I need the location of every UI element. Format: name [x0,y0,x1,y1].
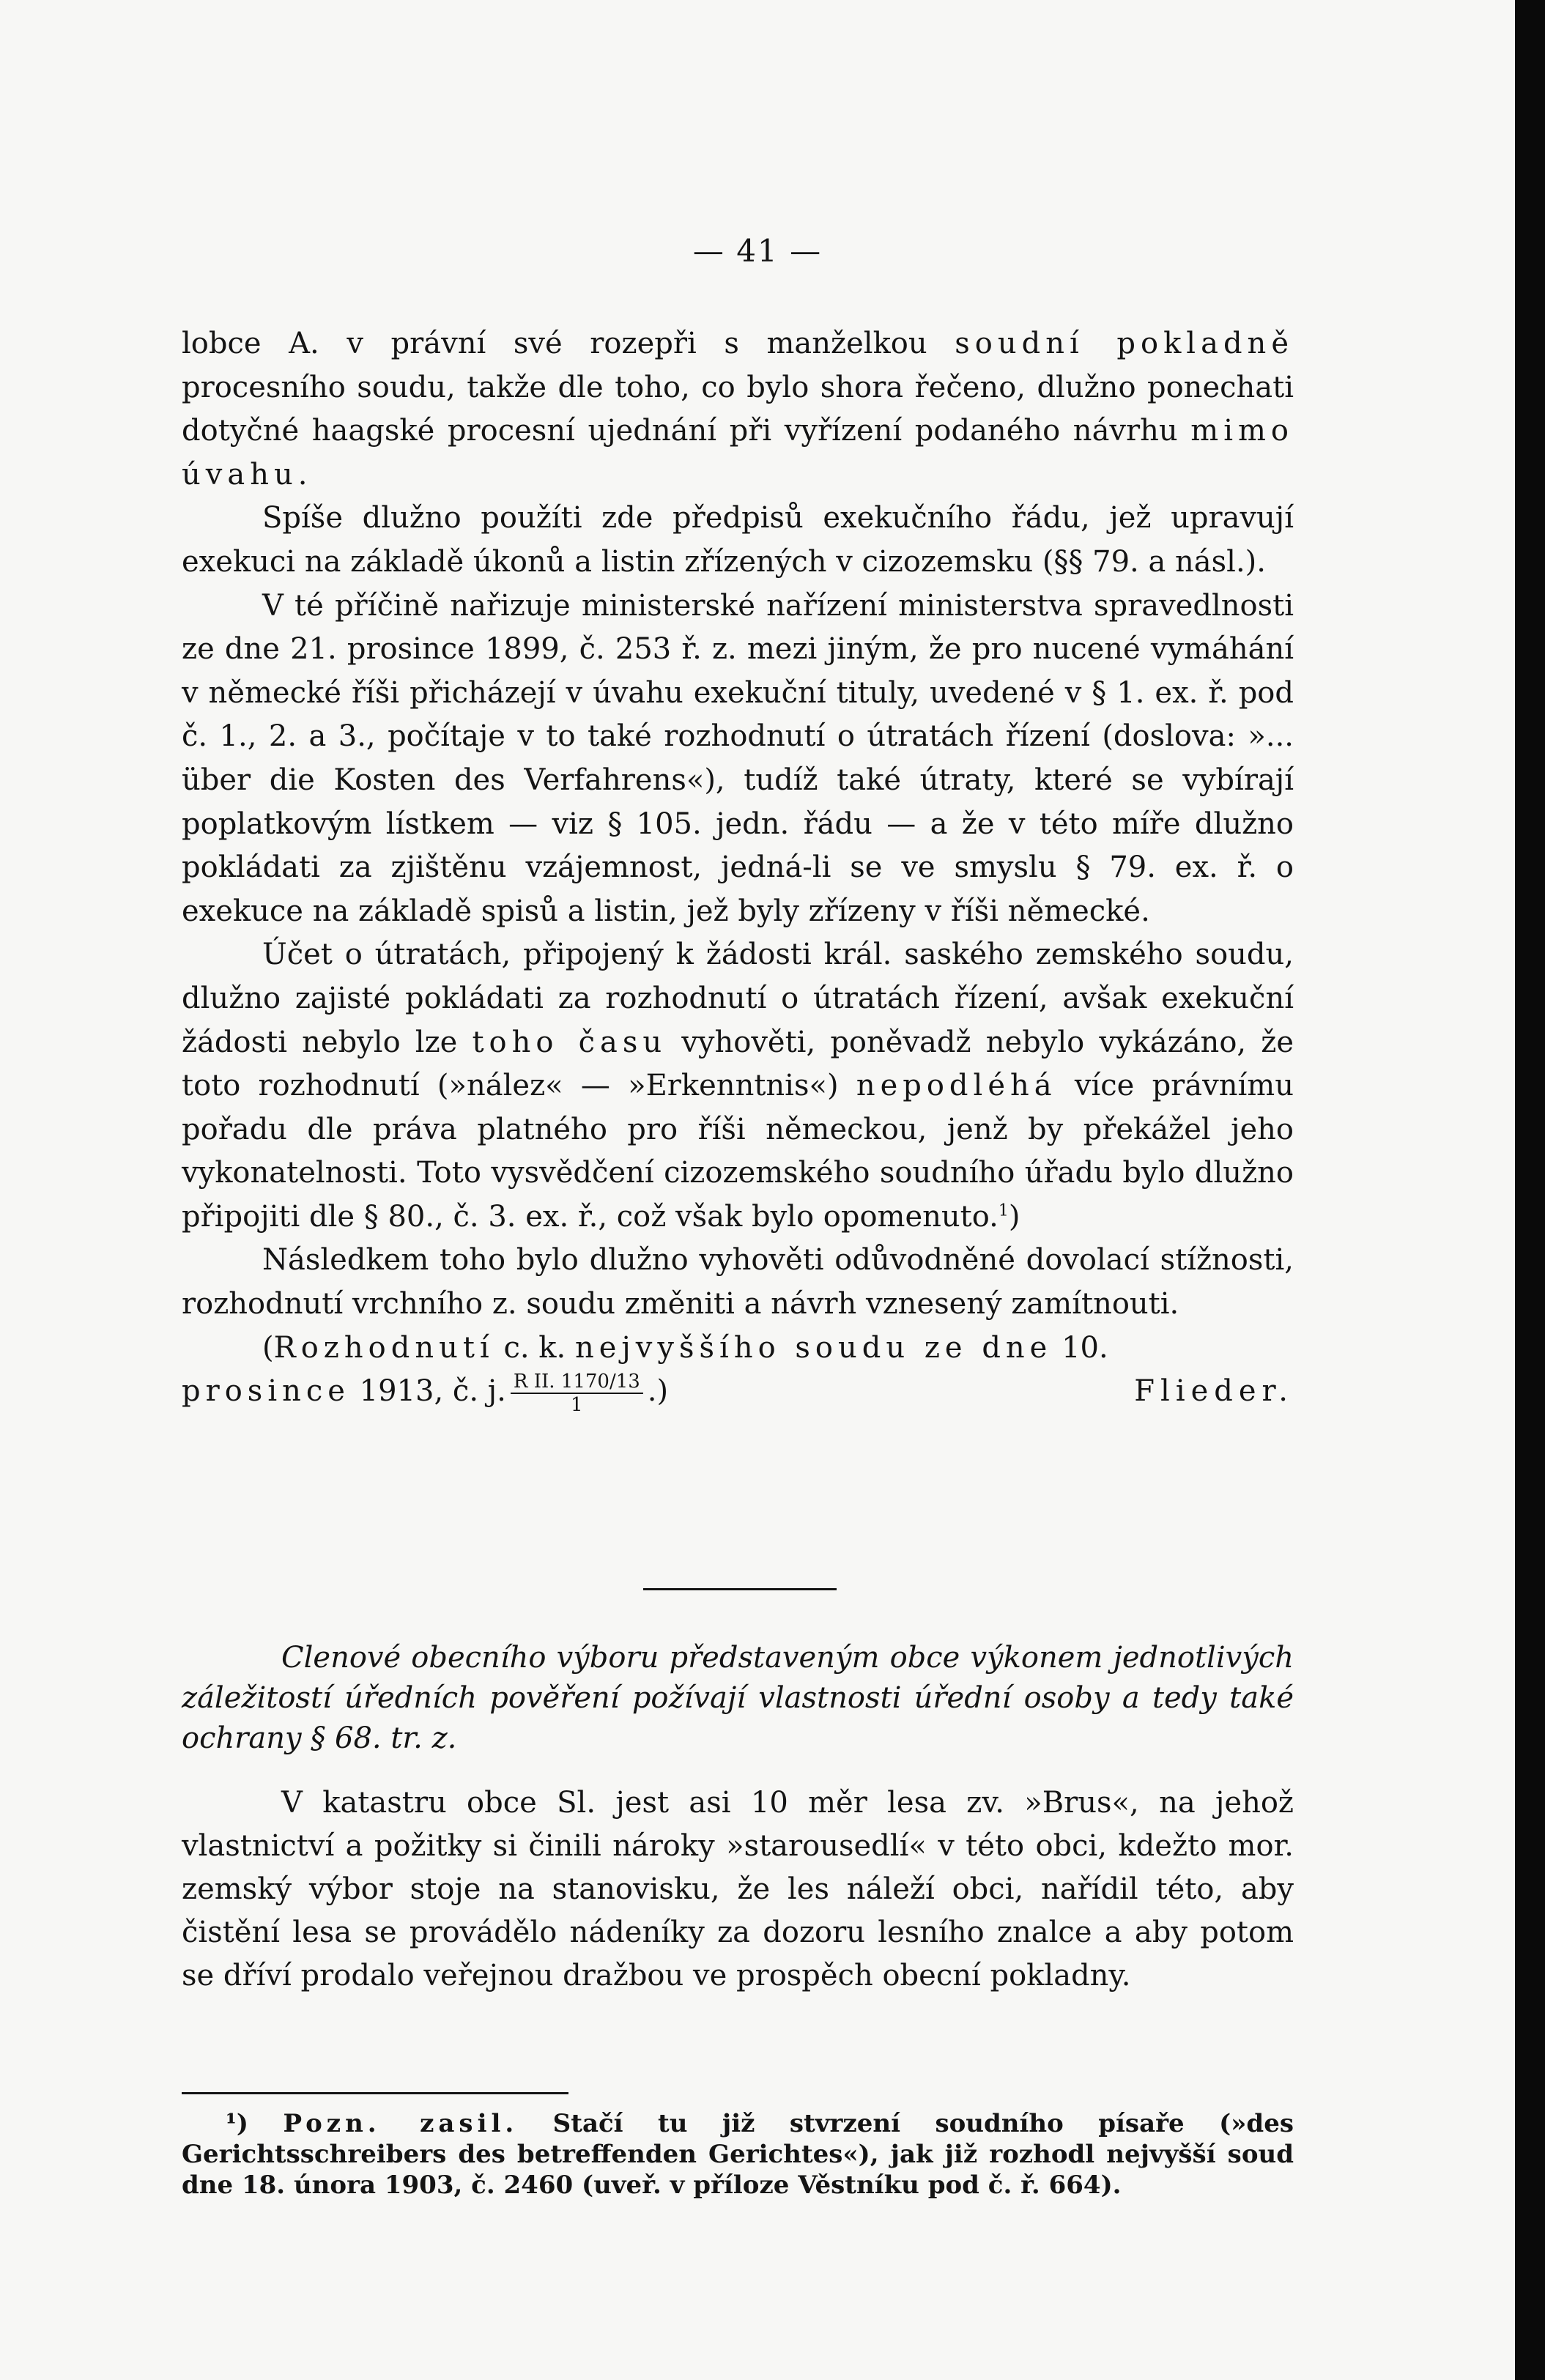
text-run: c. k. [494,1330,575,1365]
spaced-text: toho času [472,1025,667,1059]
text-run: ( [262,1330,274,1365]
footnote [182,2108,1294,2201]
text-run: procesního soudu, takže dle toho, co bylo shora řečeno, dlužno ponechati dotyčné haagské procesní ujednání při vyřízení podaného návrhu [182,370,1294,448]
paragraph: V té příčině nařizuje ministerské nařízení ministerstva spravedlnosti ze dne 21. prosince 1899, č. 253 ř. z. mezi jiným, že pro nucené vymáhání v německé říši přicházejí v úvahu exekuční tituly, uvedené v § 1. ex. ř. pod č. 1., 2. a 3., počítaje v to také rozhodnutí o útratách řízení (doslova: »... über die Kosten des Verfahrens«), tudíž také útraty, které se vybírají poplatkovým lístkem — viz § 105. jedn. řádu — a že v této míře dlužno pokládati za zjištěnu vzájemnost, jedná-li se ve smyslu § 79. ex. ř. o exekuce na základě spisů a listin, jež byly zřízeny v říši německé. [182,588,1294,928]
paragraph: Následkem toho bylo dlužno vyhověti odůvodněné dovolací stížnosti, rozhodnutí vrchního z. soudu změniti a návrh vznesený zamítnouti. [182,1243,1294,1321]
footnote-text [182,2108,1294,2201]
fraction-numerator: R II. 1170/13 [511,1371,643,1394]
fraction-denominator: 1 [571,1394,583,1417]
text-run: ) [1008,1199,1020,1234]
spaced-text: ze dne [910,1330,1053,1365]
case-fraction [511,1371,643,1416]
spaced-text: mimo úvahu [182,414,1294,492]
spaced-text: prosince [182,1374,350,1409]
decision-signature-line [182,1370,1294,1416]
spaced-text: soudní pokladně [955,327,1294,360]
footnote-divider [182,2092,568,2094]
text-run: 10. [1052,1330,1108,1365]
text-run: lobce A. v právní své rozepři s manželkou [182,327,955,360]
text-run: . [297,457,308,492]
case-text [182,1782,1294,1998]
footnote-label: Pozn. zasil. [283,2109,519,2138]
decision-line [182,1327,1294,1371]
paragraph: Spíše dlužno použíti zde předpisů exekučního řádu, jež upravují exekuci na základě úkonů a listin zřízených v cizozemsku (§§ 79. a násl.). [182,501,1294,579]
text-run: Stačí tu již stvrzení soudního písaře (»des Gerichtsschreibers des betreffenden Gerichtes«), jak již rozhodl nejvyšší soud dne 18. února 1903, č. 2460 (uveř. v příloze Věstníku pod č. ř. 664). [182,2109,1294,2200]
footnote-ref: 1 [998,1201,1009,1220]
text-run: vyhověti, poněvadž nebylo vykázáno, že toto rozhodnutí (»nález« — »Erkenntnis«) [182,1025,1294,1103]
judge-signature: Flieder. [1134,1374,1294,1409]
footnote-marker: ¹) [226,2109,248,2138]
text-run: více právnímu pořadu dle práva platného pro říši německou, jenž by překážel jeho vykonatelnosti. Toto vysvědčení cizozemského soudního úřadu bylo dlužno připojiti dle § 80., č. 3. ex. ř., což však bylo opomenuto. [182,1069,1294,1234]
spaced-text: Rozhodnutí [273,1330,494,1365]
spaced-text: nejvyššího soudu [574,1330,911,1365]
paragraph [182,933,1294,1239]
decision-reference [182,1370,668,1416]
page-number: — 41 — [692,233,823,269]
paragraph: V katastru obce Sl. jest asi 10 měr lesa zv. »Brus«, na jehož vlastnictví a požitky si činili nároky »starousedlí« v této obci, kdežto mor. zemský výbor stoje na stanovisku, že les náleží obci, nařídil této, aby čistění lesa se provádělo nádeníky za dozoru lesního znalce a aby potom se dříví prodalo veřejnou dražbou ve prospěch obecní pokladny. [182,1786,1294,1992]
paragraph [182,322,1294,497]
headnote-text: Clenové obecního výboru představeným obce výkonem jednotlivých záležitostí úředních pověření požívají vlastnosti úřední osoby a tedy také ochrany § 68. tr. z. [182,1641,1294,1755]
text-run: 1913, č. j. [349,1374,506,1409]
main-text [182,322,1294,1416]
section-divider [643,1588,837,1590]
headnote [182,1638,1294,1759]
spaced-text: nepodléhá [856,1069,1057,1103]
text-run: Účet o útratách, připojený k žádosti král. saského zemského soudu, dlužno zajisté pokládati za rozhodnutí o útratách řízení, avšak exekuční žádosti nebylo lze [182,938,1294,1059]
text-run: .) [647,1374,669,1409]
